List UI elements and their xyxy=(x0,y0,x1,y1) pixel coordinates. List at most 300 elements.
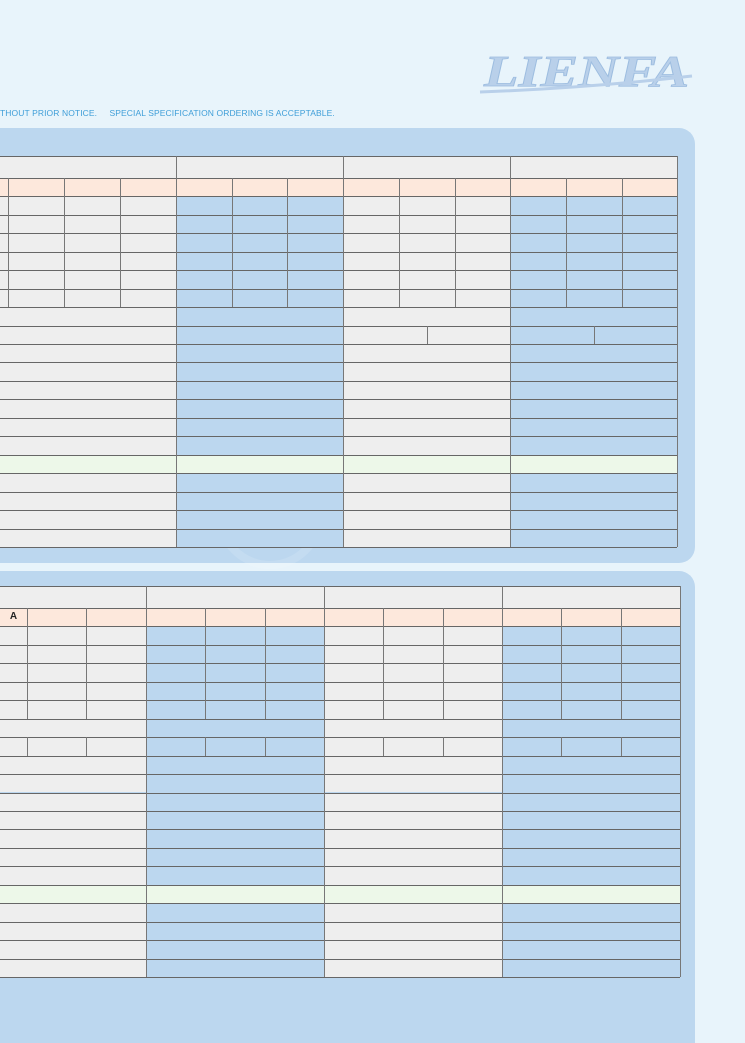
table-cell xyxy=(176,270,232,288)
row-divider xyxy=(0,737,680,738)
column-divider xyxy=(205,737,206,755)
table-cell xyxy=(265,737,324,755)
table-cell xyxy=(287,270,343,288)
table-cell xyxy=(399,196,455,214)
table-cell xyxy=(510,455,677,473)
table-cell xyxy=(8,215,64,233)
table-cell xyxy=(146,626,205,644)
table-cell xyxy=(343,252,399,270)
table-cell xyxy=(502,940,680,958)
table-cell xyxy=(146,774,324,792)
row-divider xyxy=(0,436,677,437)
column-divider xyxy=(561,608,562,719)
table-cell xyxy=(146,885,324,903)
table-cell xyxy=(566,307,622,325)
column-subhead xyxy=(176,178,232,196)
table-cell xyxy=(0,252,8,270)
column-subhead xyxy=(399,178,455,196)
table-cell xyxy=(324,700,383,718)
table-cell xyxy=(510,252,566,270)
table-cell xyxy=(561,645,621,663)
row-divider xyxy=(0,326,677,327)
table-cell xyxy=(324,793,502,811)
table-cell xyxy=(86,645,146,663)
column-divider xyxy=(176,178,177,307)
row-divider xyxy=(0,156,677,157)
table-cell xyxy=(0,645,27,663)
table-cell xyxy=(561,700,621,718)
table-cell xyxy=(510,289,677,307)
row-divider xyxy=(0,848,680,849)
table-cell xyxy=(510,381,677,399)
table-cell xyxy=(120,215,176,233)
model-header xyxy=(510,156,677,178)
table-cell xyxy=(510,492,677,510)
table-cell xyxy=(120,307,176,325)
table-cell xyxy=(502,737,561,755)
table-cell xyxy=(510,307,566,325)
row-divider xyxy=(0,547,677,548)
table-cell xyxy=(64,270,120,288)
table-cell xyxy=(265,682,324,700)
table-cell xyxy=(27,700,86,718)
table-cell xyxy=(502,756,680,774)
table-cell xyxy=(120,270,176,288)
row-divider xyxy=(0,663,680,664)
table-cell xyxy=(232,196,287,214)
table-cell xyxy=(502,866,680,884)
row-divider xyxy=(0,399,677,400)
column-divider xyxy=(594,326,595,344)
table-cell xyxy=(176,363,343,381)
table-cell xyxy=(566,252,622,270)
column-divider xyxy=(427,326,428,344)
model-header xyxy=(176,156,343,178)
table-cell xyxy=(455,196,510,214)
column-subhead xyxy=(622,178,677,196)
column-subhead xyxy=(443,608,502,626)
table-cell xyxy=(0,737,27,755)
column-divider xyxy=(205,608,206,719)
table-cell xyxy=(343,473,510,491)
row-divider xyxy=(0,922,680,923)
table-cell xyxy=(146,940,324,958)
table-cell xyxy=(146,682,205,700)
row-divider xyxy=(0,719,680,720)
column-subhead xyxy=(205,608,265,626)
column-subhead xyxy=(287,178,343,196)
table-cell xyxy=(510,270,566,288)
table-cell xyxy=(502,774,680,792)
table-cell xyxy=(146,829,324,847)
row-divider xyxy=(0,307,677,308)
row-divider xyxy=(0,903,680,904)
table-cell xyxy=(205,700,265,718)
table-cell xyxy=(324,626,383,644)
table-cell xyxy=(176,326,343,344)
table-cell xyxy=(232,233,287,251)
row-divider xyxy=(0,700,680,701)
table-cell xyxy=(146,756,324,774)
table-cell xyxy=(146,959,324,977)
column-divider xyxy=(502,608,503,719)
table-cell xyxy=(146,848,324,866)
table-cell xyxy=(0,829,146,847)
table-cell xyxy=(383,700,443,718)
table-cell xyxy=(510,233,566,251)
table-cell xyxy=(0,959,146,977)
table-cell xyxy=(0,700,27,718)
row-divider xyxy=(0,455,677,456)
table-cell xyxy=(622,252,677,270)
table-cell xyxy=(502,829,680,847)
table-cell xyxy=(120,233,176,251)
column-divider xyxy=(265,737,266,755)
table-cell xyxy=(0,885,146,903)
row-divider xyxy=(0,270,677,271)
table-cell xyxy=(86,626,146,644)
table-cell xyxy=(502,682,561,700)
row-divider xyxy=(0,645,680,646)
table-cell xyxy=(343,215,399,233)
table-cell xyxy=(510,215,566,233)
column-divider xyxy=(383,737,384,755)
table-cell xyxy=(343,363,510,381)
table-cell xyxy=(566,270,622,288)
table-cell xyxy=(232,270,287,288)
subhead-bg-left xyxy=(0,178,8,196)
table-cell xyxy=(176,399,343,417)
column-divider xyxy=(8,178,9,307)
column-subhead xyxy=(502,608,561,626)
column-divider xyxy=(621,608,622,719)
table-cell xyxy=(455,215,510,233)
table-cell xyxy=(0,344,176,362)
table-cell xyxy=(27,626,86,644)
column-divider xyxy=(265,608,266,719)
table-cell xyxy=(0,866,146,884)
table-cell xyxy=(324,756,502,774)
table-cell xyxy=(265,645,324,663)
table-cell xyxy=(0,326,176,344)
column-divider xyxy=(324,737,325,755)
row-divider xyxy=(0,774,680,775)
column-subhead xyxy=(383,608,443,626)
table-cell xyxy=(64,196,120,214)
table-cell xyxy=(146,811,324,829)
table-cell xyxy=(0,473,176,491)
table-cell xyxy=(176,418,343,436)
column-divider xyxy=(287,178,288,307)
table-cell xyxy=(8,252,64,270)
table-cell xyxy=(86,682,146,700)
table-cell xyxy=(0,922,146,940)
table-cell xyxy=(343,510,510,528)
table-cell xyxy=(287,252,343,270)
table-cell xyxy=(0,774,146,792)
model-header xyxy=(146,586,324,608)
table-cell xyxy=(561,737,621,755)
table-cell xyxy=(205,682,265,700)
table-cell xyxy=(146,903,324,921)
column-divider xyxy=(86,737,87,755)
column-divider xyxy=(566,178,567,307)
table-cell xyxy=(443,700,502,718)
table-cell xyxy=(455,270,510,288)
table-cell xyxy=(287,307,343,325)
row-divider xyxy=(0,586,680,587)
table-cell xyxy=(621,626,680,644)
column-subhead xyxy=(232,178,287,196)
lienfa-logo xyxy=(478,46,694,96)
table-cell xyxy=(502,903,680,921)
column-divider xyxy=(232,178,233,307)
model-header xyxy=(0,156,176,178)
table-cell xyxy=(343,455,510,473)
table-cell xyxy=(8,307,64,325)
table-cell xyxy=(561,682,621,700)
table-cell xyxy=(0,903,146,921)
model-header xyxy=(324,586,502,608)
column-divider xyxy=(64,178,65,307)
table-cell xyxy=(427,326,510,344)
table-cell xyxy=(176,529,343,547)
table-cell xyxy=(287,196,343,214)
table-cell xyxy=(621,645,680,663)
row-divider xyxy=(0,959,680,960)
table-cell xyxy=(176,381,343,399)
table-cell xyxy=(146,866,324,884)
row-divider xyxy=(0,473,677,474)
row-divider xyxy=(0,866,680,867)
column-subhead xyxy=(324,608,383,626)
table-cell xyxy=(8,270,64,288)
table-cell xyxy=(0,626,27,644)
column-divider xyxy=(27,608,28,719)
table-cell xyxy=(621,682,680,700)
row-divider xyxy=(0,196,677,197)
column-subhead xyxy=(64,178,120,196)
table-cell xyxy=(324,774,502,792)
table-cell xyxy=(510,326,594,344)
column-subhead xyxy=(86,608,146,626)
table-cell xyxy=(622,215,677,233)
table-cell xyxy=(502,811,680,829)
table-cell xyxy=(510,196,566,214)
table-cell xyxy=(176,492,343,510)
table-cell xyxy=(205,737,265,755)
table-cell xyxy=(383,663,443,681)
table-cell xyxy=(343,418,510,436)
table-cell xyxy=(176,196,232,214)
table-cell xyxy=(0,682,27,700)
table-cell xyxy=(324,829,502,847)
table-cell xyxy=(343,270,399,288)
table-cell xyxy=(146,719,324,737)
table-cell xyxy=(566,233,622,251)
table-cell xyxy=(0,215,8,233)
table-cell xyxy=(324,922,502,940)
table-cell xyxy=(176,473,343,491)
model-header xyxy=(343,156,510,178)
logo-text: LIENFA xyxy=(482,47,689,96)
table-cell xyxy=(502,626,561,644)
table-cell xyxy=(287,233,343,251)
column-divider xyxy=(27,737,28,755)
table-cell xyxy=(455,307,510,325)
table-cell xyxy=(324,737,383,755)
column-divider xyxy=(510,178,511,307)
table-cell xyxy=(120,196,176,214)
model-header xyxy=(0,586,146,608)
table-cell xyxy=(0,455,176,473)
table-cell xyxy=(510,529,677,547)
table-cell xyxy=(0,848,146,866)
table-cell xyxy=(0,811,146,829)
table-cell xyxy=(399,307,455,325)
column-divider xyxy=(455,178,456,307)
table-cell xyxy=(621,737,680,755)
column-subhead xyxy=(8,178,64,196)
model-header xyxy=(502,586,680,608)
table-cell xyxy=(0,307,8,325)
table-cell xyxy=(343,289,510,307)
row-divider xyxy=(0,381,677,382)
column-divider xyxy=(561,737,562,755)
table-cell xyxy=(566,196,622,214)
table-cell xyxy=(176,455,343,473)
column-subhead xyxy=(146,608,205,626)
row-divider xyxy=(0,682,680,683)
row-divider xyxy=(0,492,677,493)
row-divider xyxy=(0,940,680,941)
table-cell xyxy=(146,700,205,718)
table-cell xyxy=(502,663,561,681)
row-divider xyxy=(0,811,680,812)
row-divider xyxy=(0,829,680,830)
table-cell xyxy=(176,307,232,325)
table-cell xyxy=(502,848,680,866)
table-cell xyxy=(343,399,510,417)
table-cell xyxy=(510,418,677,436)
table-cell xyxy=(510,473,677,491)
table-cell xyxy=(324,663,383,681)
row-divider xyxy=(0,529,677,530)
table-cell xyxy=(176,510,343,528)
table-cell xyxy=(27,737,86,755)
table-cell xyxy=(383,645,443,663)
table-cell xyxy=(287,215,343,233)
table-cell xyxy=(232,252,287,270)
table-cell xyxy=(324,811,502,829)
table-cell xyxy=(343,233,399,251)
table-cell xyxy=(343,326,427,344)
table-cell xyxy=(146,737,205,755)
table-cell xyxy=(502,719,680,737)
row-divider xyxy=(0,793,680,794)
column-divider xyxy=(343,178,344,307)
column-divider xyxy=(443,737,444,755)
table-cell xyxy=(621,663,680,681)
table-cell xyxy=(343,381,510,399)
table-cell xyxy=(561,626,621,644)
table-cell xyxy=(502,959,680,977)
table-cell xyxy=(324,903,502,921)
row-divider xyxy=(0,626,680,627)
table-cell xyxy=(86,700,146,718)
table-cell xyxy=(455,252,510,270)
row-divider xyxy=(0,977,680,978)
table-cell xyxy=(0,289,176,307)
table-cell xyxy=(64,215,120,233)
column-subhead xyxy=(120,178,176,196)
table-cell xyxy=(621,700,680,718)
table-cell xyxy=(0,381,176,399)
row-divider xyxy=(0,289,677,290)
column-divider xyxy=(399,178,400,307)
table-cell xyxy=(0,233,8,251)
spec-notice: THOUT PRIOR NOTICE. SPECIAL SPECIFICATION ORDERING IS ACCEPTABLE. xyxy=(0,108,335,118)
column-subhead: A xyxy=(0,608,27,626)
row-divider xyxy=(0,178,677,179)
table-cell xyxy=(0,719,146,737)
row-divider xyxy=(0,885,680,886)
table-cell xyxy=(64,252,120,270)
table-cell xyxy=(502,645,561,663)
column-subhead xyxy=(265,608,324,626)
table-cell xyxy=(399,270,455,288)
table-cell xyxy=(399,252,455,270)
table-cell xyxy=(324,959,502,977)
row-divider xyxy=(0,215,677,216)
table-cell xyxy=(86,663,146,681)
column-divider xyxy=(146,608,147,719)
table-cell xyxy=(8,196,64,214)
table-cell xyxy=(0,529,176,547)
table-cell xyxy=(443,737,502,755)
table-cell xyxy=(0,663,27,681)
table-cell xyxy=(510,436,677,454)
table-cell xyxy=(27,682,86,700)
table-cell xyxy=(205,645,265,663)
table-cell xyxy=(343,436,510,454)
column-divider xyxy=(86,608,87,719)
table-cell xyxy=(205,663,265,681)
row-divider xyxy=(0,756,680,757)
column-divider xyxy=(443,608,444,719)
table-cell xyxy=(324,682,383,700)
table-cell xyxy=(561,663,621,681)
table-cell xyxy=(622,196,677,214)
table-cell xyxy=(510,363,677,381)
table-cell xyxy=(383,682,443,700)
table-cell xyxy=(0,510,176,528)
table-cell xyxy=(343,529,510,547)
table-cell xyxy=(324,645,383,663)
table-cell xyxy=(399,215,455,233)
row-divider xyxy=(0,608,680,609)
table-cell xyxy=(324,940,502,958)
table-cell xyxy=(324,719,502,737)
column-subhead xyxy=(455,178,510,196)
row-divider xyxy=(0,418,677,419)
table-cell xyxy=(502,922,680,940)
column-subhead xyxy=(510,178,566,196)
table-cell xyxy=(27,663,86,681)
table-cell xyxy=(343,492,510,510)
column-subhead xyxy=(561,608,621,626)
row-divider xyxy=(0,233,677,234)
